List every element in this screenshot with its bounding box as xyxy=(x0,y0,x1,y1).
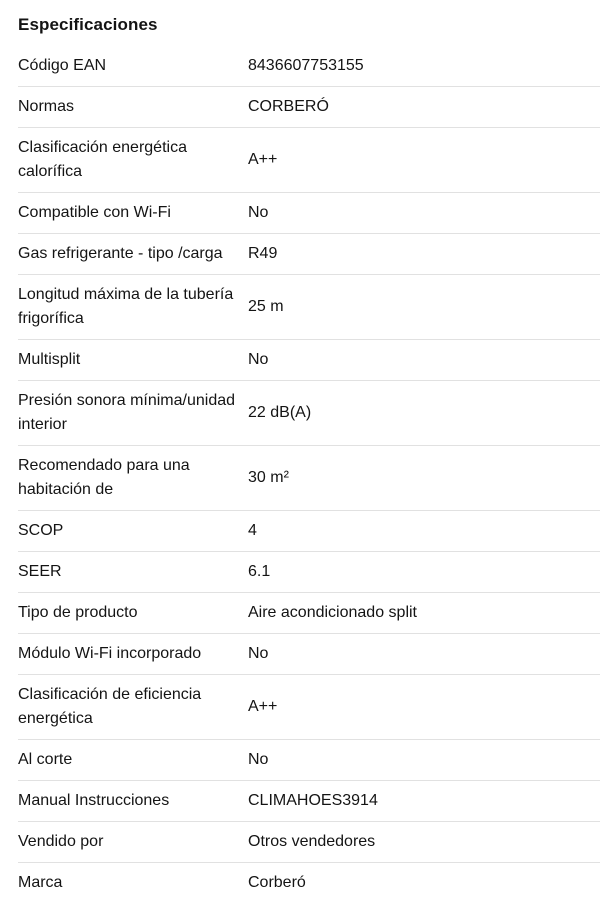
spec-row xyxy=(18,634,600,675)
spec-row xyxy=(18,675,600,740)
spec-value: 8436607753155 xyxy=(248,57,364,74)
spec-value: 25 m xyxy=(248,298,284,315)
spec-row xyxy=(18,593,600,634)
spec-label: Código EAN xyxy=(18,57,107,74)
spec-label: Marca xyxy=(18,874,63,891)
spec-row xyxy=(18,46,600,87)
spec-value: No xyxy=(248,751,269,768)
spec-value: 4 xyxy=(248,522,257,539)
spec-label: SEER xyxy=(18,563,62,580)
spec-label: Manual Instrucciones xyxy=(18,792,170,809)
spec-row xyxy=(18,193,600,234)
spec-label: Clasificación de eficiencia energética xyxy=(18,686,202,727)
spec-label: Longitud máxima de la tubería frigorífica xyxy=(18,286,234,327)
spec-label: Gas refrigerante - tipo /carga xyxy=(18,245,223,262)
spec-row xyxy=(18,381,600,446)
spec-label: Vendido por xyxy=(18,833,104,850)
spec-value: 6.1 xyxy=(248,563,271,580)
spec-row xyxy=(18,234,600,275)
spec-value: Otros vendedores xyxy=(248,833,376,850)
spec-value: No xyxy=(248,204,269,221)
spec-row xyxy=(18,863,600,900)
spec-value: CORBERÓ xyxy=(248,98,329,115)
spec-row xyxy=(18,446,600,511)
spec-label: Recomendado para una habitación de xyxy=(18,457,190,498)
spec-label: Compatible con Wi-Fi xyxy=(18,204,171,221)
spec-row xyxy=(18,87,600,128)
spec-value: CLIMAHOES3914 xyxy=(248,792,378,809)
spec-row xyxy=(18,822,600,863)
spec-row xyxy=(18,511,600,552)
spec-row xyxy=(18,128,600,193)
spec-label: Tipo de producto xyxy=(18,604,138,621)
spec-row xyxy=(18,552,600,593)
spec-label: Multisplit xyxy=(18,351,81,368)
spec-value: Aire acondicionado split xyxy=(248,604,417,621)
spec-value: 30 m² xyxy=(248,469,289,486)
spec-label: Normas xyxy=(18,98,75,115)
spec-value: R49 xyxy=(248,245,278,262)
spec-value: 22 dB(A) xyxy=(248,404,312,421)
page-title: Especificaciones xyxy=(18,15,158,34)
spec-table xyxy=(18,46,600,900)
spec-value: A++ xyxy=(248,698,278,715)
spec-row xyxy=(18,275,600,340)
spec-value: A++ xyxy=(248,151,278,168)
spec-label: Presión sonora mínima/unidad interior xyxy=(18,392,236,433)
spec-label: SCOP xyxy=(18,522,64,539)
spec-row xyxy=(18,340,600,381)
spec-value: No xyxy=(248,351,269,368)
spec-row xyxy=(18,740,600,781)
spec-label: Módulo Wi-Fi incorporado xyxy=(18,645,202,662)
spec-label: Clasificación energética calorífica xyxy=(18,139,187,180)
spec-value: No xyxy=(248,645,269,662)
spec-label: Al corte xyxy=(18,751,73,768)
spec-value: Corberó xyxy=(248,874,306,891)
spec-row xyxy=(18,781,600,822)
